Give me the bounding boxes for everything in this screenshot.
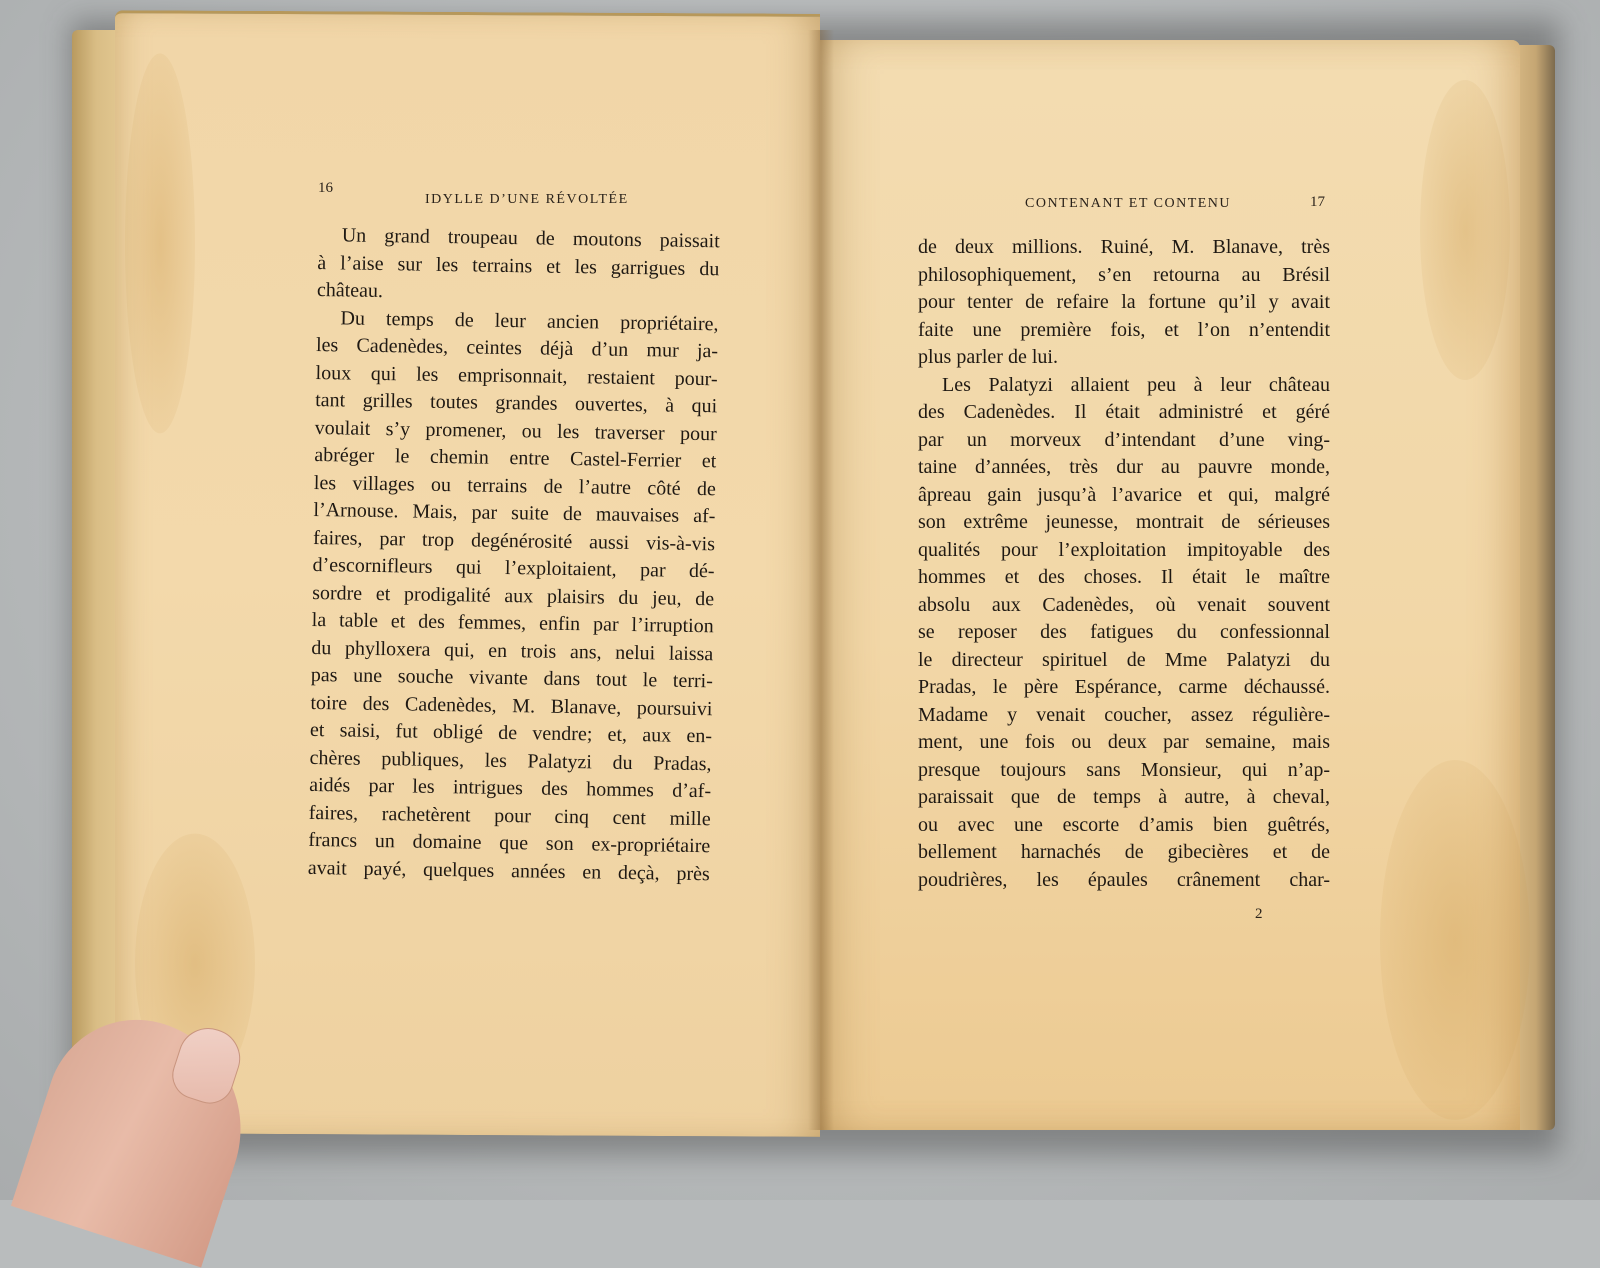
text-line: l’Arnouse. Mais, par suite de mauvaises af-: [313, 498, 716, 528]
text-line: par un morveux d’intendant d’une ving-: [918, 428, 1330, 451]
text-line: plus parler de lui.: [918, 346, 1058, 368]
text-line: loux qui les emprisonnait, restaient pour-: [315, 361, 718, 390]
text-line: faires, rachetèrent pour cinq cent mille: [308, 801, 711, 830]
text-line: Un grand troupeau de moutons paissait: [341, 224, 720, 253]
text-line: toire des Cadenèdes, M. Blanave, poursuivi: [310, 691, 713, 720]
text-line: avait payé, quelques années en deçà, près: [307, 856, 710, 885]
left-running-head: IDYLLE D’UNE RÉVOLTÉE: [425, 192, 629, 207]
text-line: se reposer des fatigues du confessionnal: [918, 621, 1330, 643]
text-line: ou avec une escorte d’amis bien guêtrés,: [918, 813, 1330, 836]
text-line: sordre et prodigalité aux plaisirs du jeu, de: [312, 581, 715, 610]
text-line: Pradas, le père Espérance, carme déchaussé.: [918, 676, 1330, 698]
text-line: qualités pour l’exploitation impitoyable des: [918, 538, 1330, 561]
text-line: abréger le chemin entre Castel-Ferrier et: [314, 443, 717, 473]
text-line: pas une souche vivante dans tout le terri-: [310, 663, 714, 693]
text-line: hommes et des choses. Il était le maître: [918, 566, 1330, 588]
text-line: francs un domaine que son ex-propriétaire: [308, 828, 711, 858]
text-line: voulait s’y promener, ou les traverser pour: [314, 416, 717, 445]
text-line: son extrême jeunesse, montrait de sérieuses: [918, 511, 1330, 533]
text-line: le directeur spirituel de Mme Palatyzi du: [918, 648, 1330, 671]
book-gutter: [808, 30, 834, 1130]
text-line: tant grilles toutes grandes ouvertes, à qui: [315, 388, 718, 418]
right-page-text: [918, 234, 1330, 894]
text-line: pour tenter de refaire la fortune qu’il y avait: [918, 291, 1330, 313]
text-line: des Cadenèdes. Il était administré et géré: [918, 401, 1330, 423]
text-line: et saisi, fut obligé de vendre; et, aux en-: [309, 718, 713, 748]
left-page-number: 16: [318, 180, 333, 196]
text-line: Madame y venait coucher, assez régulière-: [918, 703, 1330, 726]
text-line: à l’aise sur les terrains et les garrigues du: [317, 251, 720, 280]
text-line: château.: [316, 278, 384, 303]
text-line: poudrières, les épaules crânement char-: [918, 868, 1330, 891]
text-line: Les Palatyzi allaient peu à leur château: [942, 373, 1330, 396]
text-line: chères publiques, les Palatyzi du Pradas,: [309, 746, 712, 775]
text-line: absolu aux Cadenèdes, où venait souvent: [918, 593, 1330, 616]
text-line: de deux millions. Ruiné, M. Blanave, très: [918, 236, 1330, 258]
text-line: les Cadenèdes, ceintes déjà d’un mur ja-: [315, 333, 719, 363]
text-line: faite une première fois, et l’on n’entendit: [918, 318, 1330, 341]
text-line: presque toujours sans Monsieur, qui n’ap-: [918, 758, 1330, 781]
text-line: bellement harnachés de gibecières et de: [918, 841, 1330, 863]
text-line: aidés par les intrigues des hommes d’af-: [308, 773, 712, 803]
signature-mark: 2: [1255, 906, 1263, 922]
text-line: d’escornifleurs qui l’exploitaient, par dé-: [312, 553, 715, 583]
text-line: la table et des femmes, enfin par l’irruption: [311, 608, 714, 638]
text-line: les villages ou terrains de l’autre côté de: [313, 471, 717, 500]
left-page-text: [308, 222, 720, 888]
text-line: taine d’années, très dur au pauvre monde,: [918, 456, 1330, 478]
text-line: Du temps de leur ancien propriétaire,: [340, 306, 719, 335]
right-running-head: CONTENANT ET CONTENU: [1025, 196, 1232, 211]
text-line: ment, une fois ou deux par semaine, mais: [918, 731, 1330, 753]
text-line: âpreau gain jusqu’à l’avarice et qui, malgré: [918, 483, 1330, 506]
text-line: faires, par trop degénérosité aussi vis-à-vis: [312, 526, 716, 555]
text-line: du phylloxera qui, en trois ans, nelui laissa: [311, 636, 714, 665]
text-line: philosophiquement, s’en retourna au Brésil: [918, 263, 1330, 286]
text-line: paraissait que de temps à autre, à cheval,: [918, 786, 1330, 808]
right-page-number: 17: [1310, 194, 1325, 210]
